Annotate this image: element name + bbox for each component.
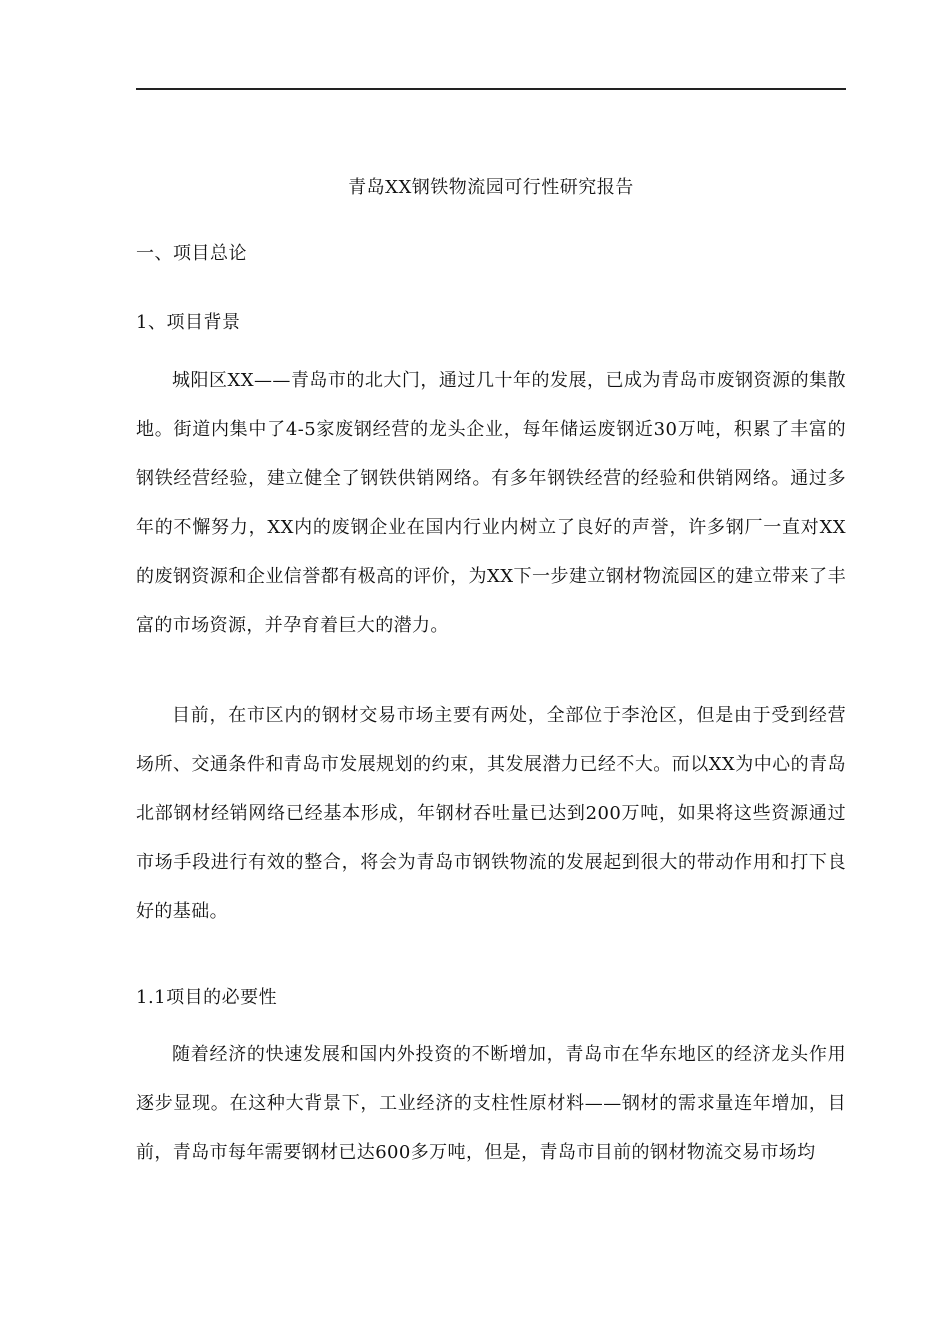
document-title: 青岛XX钢铁物流园可行性研究报告: [348, 177, 634, 198]
paragraph-necessity: 随着经济的快速发展和国内外投资的不断增加，青岛市在华东地区的经济龙头作用逐步显现。在这种大背景下，工业经济的支柱性原材料——钢材的需求量连年增加，目前，青岛市每年需要钢材已达600多万吨，但是，青岛市目前的钢材物流交易市场均: [136, 1044, 846, 1163]
paragraph-background-1: 城阳区XX——青岛市的北大门，通过几十年的发展，已成为青岛市废钢资源的集散地。街道内集中了4-5家废钢经营的龙头企业，每年储运废钢近30万吨，积累了丰富的钢铁经营经验，建立健全了钢铁供销网络。有多年钢铁经营的经验和供销网络。通过多年的不懈努力，XX内的废钢企业在国内行业内树立了良好的声誉，许多钢厂一直对XX的废钢资源和企业信誉都有极高的评价，为XX下一步建立钢材物流园区的建立带来了丰富的市场资源，并孕育着巨大的潜力。: [136, 370, 846, 636]
header-rule: [136, 88, 846, 90]
subsection-heading-necessity: 1.1项目的必要性: [136, 987, 278, 1008]
paragraph-background-2: 目前，在市区内的钢材交易市场主要有两处，全部位于李沧区，但是由于受到经营场所、交通条件和青岛市发展规划的约束，其发展潜力已经不大。而以XX为中心的青岛北部钢材经销网络已经基本形成，年钢材吞吐量已达到200万吨，如果将这些资源通过市场手段进行有效的整合，将会为青岛市钢铁物流的发展起到很大的带动作用和打下良好的基础。: [136, 705, 846, 922]
section-heading-overview: 一、项目总论: [136, 243, 247, 264]
subsection-heading-background: 1、项目背景: [136, 312, 241, 333]
